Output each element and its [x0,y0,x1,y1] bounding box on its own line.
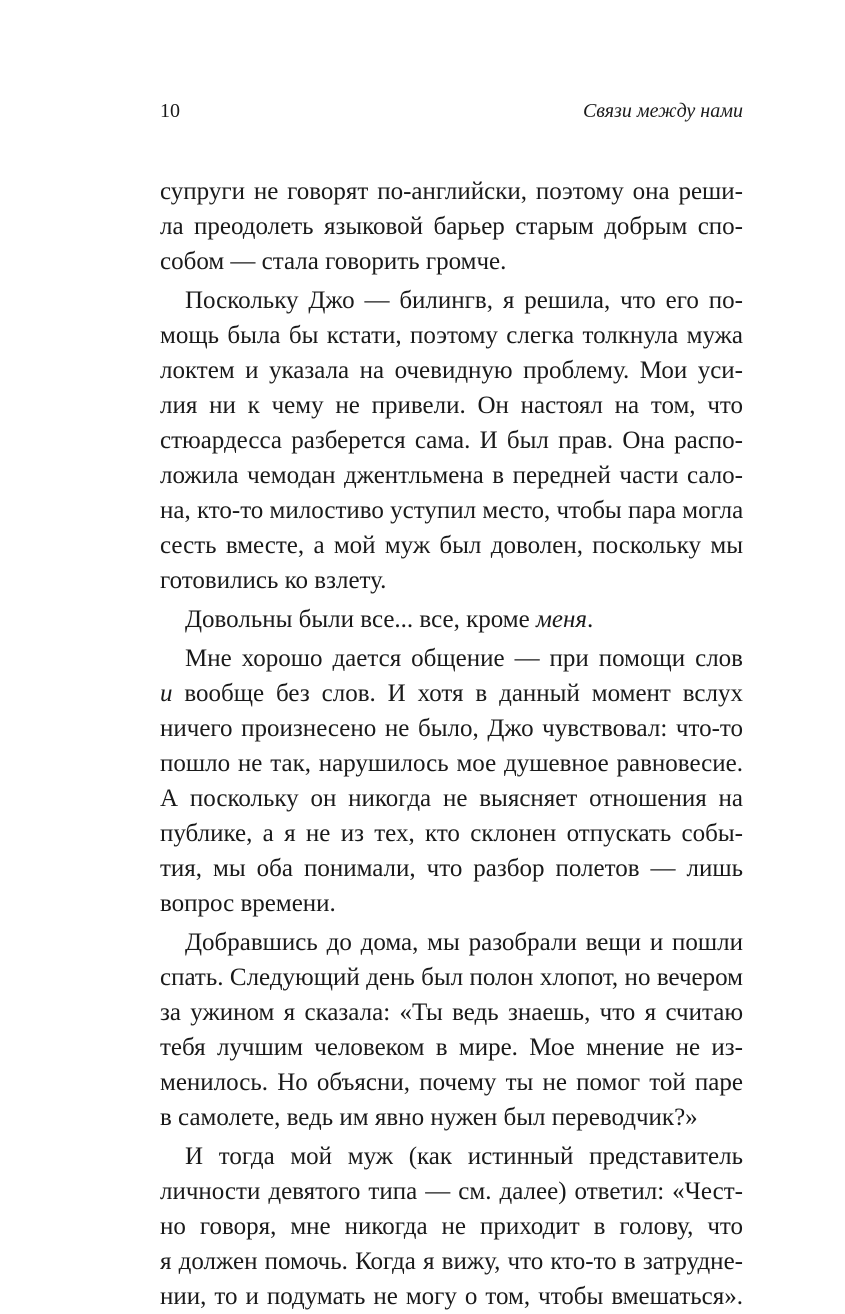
text-line: Добравшись до дома, мы разобрали вещи и пошли [185,929,743,956]
emphasis-text: меня [535,606,588,633]
paragraph-1 [160,174,743,279]
paragraph-6 [160,1139,743,1314]
text-line [160,676,743,711]
text-line: но говоря, мне никогда не приходит в голову, что [160,1213,743,1240]
text-line: тебя лучшим человеком в мире. Мое мнение не из- [160,1034,743,1061]
text-line: я должен помочь. Когда я вижу, что кто-то в затрудне- [160,1248,743,1275]
text-line: ложила чемодан джентльмена в передней части сало- [160,462,743,489]
text-line: менилось. Но объясни, почему ты не помог той паре [160,1069,743,1096]
text-line: готовились ко взлету. [160,567,387,594]
text-line: на, кто-то милостиво уступил место, чтобы пара могла [160,497,744,524]
text-run: Довольны были все... все, кроме [185,606,536,633]
text-run: . [587,606,594,633]
text-line: лия ни к чему не привели. Он настоял на том, что [160,392,743,419]
book-page [160,100,743,1314]
text-line: локтем и указала на очевидную проблему. Мои уси- [160,357,743,384]
text-run: вообще без слов. И хотя в данный момент вслух [172,680,743,707]
text-line [160,602,743,637]
emphasis-text: и [160,680,173,707]
text-line: нии, то и подумать не могу о том, чтобы вмешаться». [160,1283,743,1310]
text-line: ничего произнесено не было, Джо чувствовал: что-то [160,715,743,742]
body-text [160,174,743,1314]
text-line: личности девятого типа — см. далее) ответил: «Чест- [160,1178,743,1205]
page-number: 10 [160,100,180,122]
text-line: Мне хорошо дается общение — при помощи слов [185,645,743,672]
text-line: И тогда мой муж (как истинный представитель [185,1143,743,1170]
text-line: стюардесса разберется сама. И был прав. Она распо- [160,427,743,454]
text-line: Поскольку Джо — билингв, я решила, что его по- [185,287,743,314]
text-line: в самолете, ведь им явно нужен был переводчик?» [160,1104,698,1131]
text-line: вопрос времени. [160,890,336,917]
paragraph-5 [160,925,743,1135]
text-line: супруги не говорят по-английски, поэтому она реши- [160,178,743,205]
text-line: спать. Следующий день был полон хлопот, но вечером [160,964,743,991]
text-line: за ужином я сказала: «Ты ведь знаешь, что я считаю [160,999,743,1026]
text-line: ла преодолеть языковой барьер старым добрым спо- [160,213,743,240]
text-line: сесть вместе, а мой муж был доволен, поскольку мы [160,532,743,559]
text-line: публике, а я не из тех, кто склонен отпускать собы- [160,820,743,847]
paragraph-4 [160,641,743,921]
running-header [160,100,743,136]
paragraph-3 [160,602,743,637]
text-line: мощь была бы кстати, поэтому слегка толкнула мужа [160,322,743,349]
text-line: тия, мы оба понимали, что разбор полетов — лишь [160,855,743,882]
text-line: А поскольку он никогда не выясняет отношения на [160,785,743,812]
text-line: пошло не так, нарушилось мое душевное равновесие. [160,750,743,777]
paragraph-2 [160,283,743,598]
running-title: Связи между нами [582,100,743,122]
text-line: собом — стала говорить громче. [160,248,507,275]
